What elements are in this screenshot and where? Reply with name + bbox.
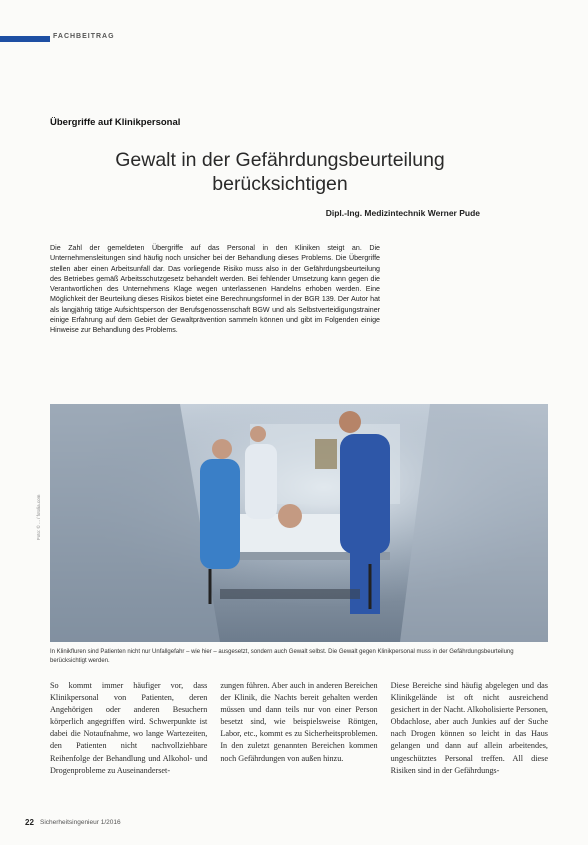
page-number: 22 bbox=[25, 818, 34, 827]
photo-caption: In Klinikfluren sind Patienten nicht nur Unfallgefahr – wie hier – ausgesetzt, sondern auch Gewalt selbst. Die Gewalt gegen Klinikpersonal muss in der Gefährdungsbeurteilung berücksichtigt werden. bbox=[50, 649, 514, 664]
body-column-2: zungen führen. Aber auch in anderen Bereichen der Klinik, die Nachts bereit gehalten werden müssen und dann teils nur von einer Person besetzt sind, wie beispielsweise Röntgen, Labor, etc., kommt es zu Sicherheitsproblemen. In den zuletzt genannten Bereichen kommen noch Gefährdungen von außen hinzu. bbox=[220, 681, 378, 763]
body-column-1: So kommt immer häufiger vor, dass Klinikpersonal von Patienten, deren Angehörigen oder anderen Besuchern körperlich angegriffen wird. Schwerpunkte ist dabei die Notaufnahme, wo lange Wartezeiten, den Patienten nicht nachvollziehbare Reihenfolge der Behandlung und Alkohol- und Drogenprobleme zu Auseinanderset- bbox=[50, 681, 208, 775]
hospital-corridor-photo bbox=[50, 404, 548, 642]
article-lead: Die Zahl der gemeldeten Übergriffe auf das Personal in den Kliniken steigt an. Die Unternehmensleitungen sind häufig noch unsicher bei der Behandlung dieses Problems. Die Übergriffe stellen aber einen Arbeitsunfall dar. Das vorliegende Risiko muss also in der Gefährdungsbeurteilung des Betriebes gemäß Arbeitsschutzgesetz behandelt werden. Bei fehlender Umsetzung kann gegen die Verantwortlichen des Unternehmens Klage wegen unterlassenen Handelns erhoben werden. Eine Möglichkeit der Beurteilung dieses Risikos bietet eine Berechnungsformel in der BGR 139. Der Autor hat als langjährig tätige Aufsichtsperson der Berufsgenossenschaft BGW und als Selbstverteidigungstrainer einige Erfahrung auf dem Gebiet der Gewaltprävention sammeln können und gibt im Folgenden einige Hinweise zur Behandlung des Problems. bbox=[50, 244, 380, 335]
photo-credit: Foto: © ... / fotolia.com bbox=[36, 494, 41, 540]
article-author: Dipl.-Ing. Medizintechnik Werner Pude bbox=[325, 208, 480, 218]
section-label: FACHBEITRAG bbox=[53, 33, 115, 40]
article-title bbox=[60, 148, 500, 196]
body-columns bbox=[50, 680, 548, 777]
title-line-1: Gewalt in der Gefährdungsbeurteilung bbox=[115, 149, 445, 171]
body-column-3: Diese Bereiche sind häufig abgelegen und das Klinikgelände ist oft nicht ausreichend gesichert in der Nacht. Alkoholisierte Personen, Obdachlose, aber auch Junkies auf der Suche nach Drogen können so leicht in das Haus gelangen und dann auf allein arbeitendes, ungeschütztes Personal treffen. All diese Risiken sind in der Gefährdungs- bbox=[390, 681, 548, 775]
article-kicker: Übergriffe auf Klinikpersonal bbox=[50, 117, 181, 128]
title-line-2: berücksichtigen bbox=[212, 173, 348, 195]
section-accent-bar bbox=[0, 36, 50, 42]
photo-illustration bbox=[50, 404, 548, 642]
journal-name: Sicherheitsingenieur 1/2016 bbox=[40, 819, 121, 826]
